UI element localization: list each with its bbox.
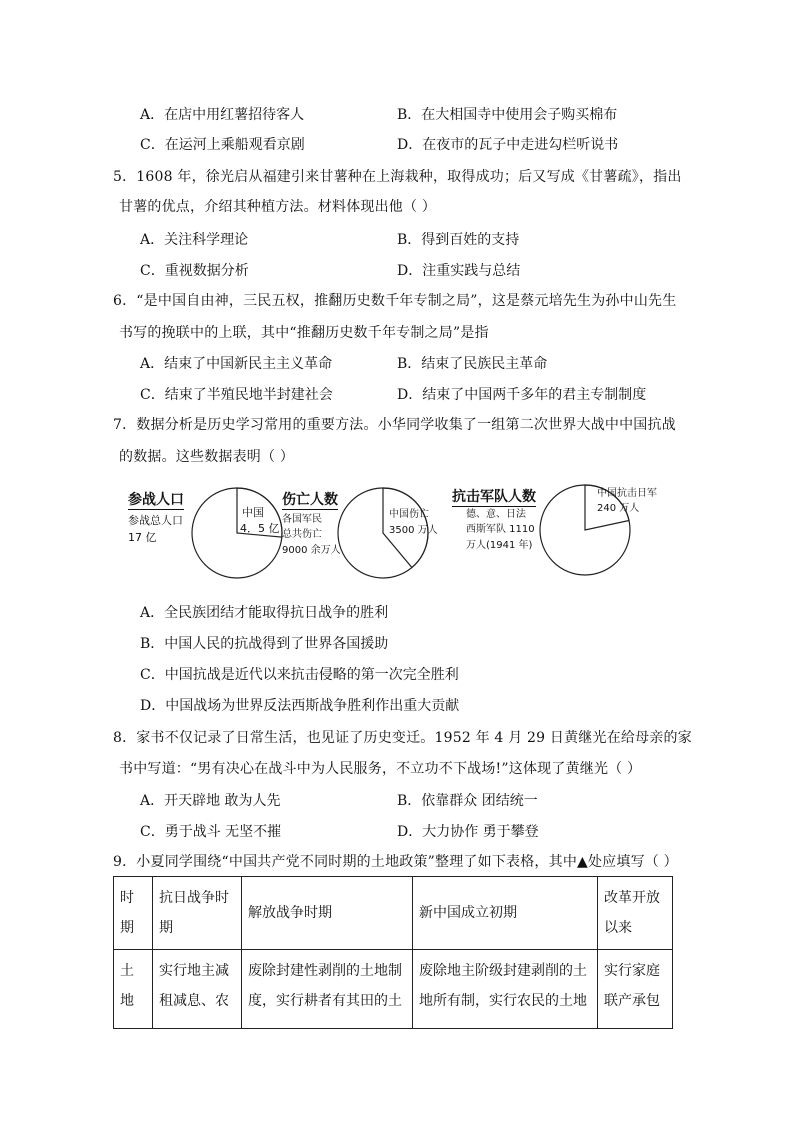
table-cell: 实行地主减租减息、农 xyxy=(153,950,242,1029)
q4-option-b: B．在大相国寺中使用会子购买棉布 xyxy=(397,107,618,123)
table-header-row xyxy=(114,877,673,950)
q8-option-c: C．勇于战斗 无坚不摧 xyxy=(140,824,282,840)
q8-stem-line1: 8．家书不仅记录了日常生活，也见证了历史变迁。1952 年 4 月 29 日黄继光在给母亲的家 xyxy=(113,730,692,746)
table-cell: 土地 xyxy=(114,950,153,1029)
q6-option-a: A．结束了中国新民主主义革命 xyxy=(140,356,333,372)
q5-stem-line2: 甘薯的优点，介绍其种植方法。材料体现出他（ ） xyxy=(119,199,437,215)
table-cell: 实行家庭联产承包 xyxy=(598,950,673,1029)
q8-option-d: D．大力协作 勇于攀登 xyxy=(397,824,539,840)
chart3-slice-label-line2: 240 万人 xyxy=(597,503,640,514)
q6-option-d: D．结束了中国两千多年的君主专制制度 xyxy=(397,387,647,403)
q5-option-a: A．关注科学理论 xyxy=(140,232,249,248)
q6-option-b: B．结束了民族民主革命 xyxy=(397,356,548,372)
table-header-cell: 改革开放以来 xyxy=(598,877,673,950)
chart1-slice-label-line2: 4．5 亿 xyxy=(240,522,280,535)
q6-option-c: C．结束了半殖民地半封建社会 xyxy=(140,387,333,403)
q5-option-c: C．重视数据分析 xyxy=(140,263,249,279)
chart3-title: 抗击军队人数 xyxy=(452,486,536,507)
q4-option-a: A．在店中用红薯招待客人 xyxy=(140,107,305,123)
q8-option-a: A．开天辟地 敢为人先 xyxy=(140,793,281,809)
q6-stem-line1: 6．“是中国自由神，三民五权，推翻历史数千年专制之局”，这是蔡元培先生为孙中山先生 xyxy=(113,293,677,309)
land-policy-table xyxy=(113,876,673,1029)
chart1-slice-label-line1: 中国 xyxy=(242,506,264,519)
table-header-cell: 抗日战争时期 xyxy=(153,877,242,950)
chart2-title: 伤亡人数 xyxy=(282,489,338,510)
chart2-total-line3: 9000 余万人 xyxy=(282,545,341,556)
chart3-slice-label-line1: 中国抗击日军 xyxy=(597,488,657,499)
q8-option-b: B．依靠群众 团结统一 xyxy=(397,793,538,809)
q7-option-b: B．中国人民的抗战得到了世界各国援助 xyxy=(140,636,389,652)
table-cell: 废除封建性剥削的土地制度，实行耕者有其田的土 xyxy=(242,950,413,1029)
chart2-slice-label-line2: 3500 万人 xyxy=(389,525,438,536)
chart1-total-line1: 参战总人口 xyxy=(128,514,183,527)
q7-option-c: C．中国抗战是近代以来抗击侵略的第一次完全胜利 xyxy=(140,667,459,683)
table-header-cell: 新中国成立初期 xyxy=(413,877,598,950)
q7-option-a: A．全民族团结才能取得抗日战争的胜利 xyxy=(140,605,389,621)
chart3-total-line1: 德、意、日法 xyxy=(466,509,526,520)
q9-stem-line1: 9．小夏同学围绕“中国共产党不同时期的土地政策”整理了如下表格，其中▲处应填写（ ） xyxy=(113,854,678,870)
chart2-total-line2: 总共伤亡 xyxy=(282,529,322,540)
chart2-slice-label-line1: 中国伤亡 xyxy=(389,509,429,520)
table-row xyxy=(114,950,673,1029)
chart3-total-line2: 西斯军队 1110 xyxy=(466,524,535,535)
q4-option-d: D．在夜市的瓦子中走进勾栏听说书 xyxy=(397,137,619,153)
q4-option-c: C．在运河上乘船观看京剧 xyxy=(140,137,305,153)
q5-option-b: B．得到百姓的支持 xyxy=(397,232,520,248)
chart1-total-line2: 17 亿 xyxy=(128,531,157,544)
q6-stem-line2: 书写的挽联中的上联，其中“推翻历史数千年专制之局”是指 xyxy=(119,325,489,341)
q5-option-d: D．注重实践与总结 xyxy=(397,263,521,279)
chart3-total-line3: 万人(1941 年) xyxy=(466,540,533,551)
q7-option-d: D．中国战场为世界反法西斯战争胜利作出重大贡献 xyxy=(140,698,460,714)
q5-stem-line1: 5．1608 年，徐光启从福建引来甘薯种在上海栽种，取得成功；后又写成《甘薯疏》，指出 xyxy=(113,169,682,185)
table-cell: 废除地主阶级封建剥削的土地所有制，实行农民的土地 xyxy=(413,950,598,1029)
q7-stem-line2: 的数据。这些数据表明（ ） xyxy=(119,449,295,465)
chart2-total-line1: 各国军民 xyxy=(282,514,322,525)
table-header-cell: 时期 xyxy=(114,877,153,950)
table-header-cell: 解放战争时期 xyxy=(242,877,413,950)
q7-stem-line1: 7．数据分析是历史学习常用的重要方法。小华同学收集了一组第二次世界大战中中国抗战 xyxy=(113,417,676,433)
chart1-title: 参战人口 xyxy=(128,489,184,510)
q8-stem-line2: 书中写道：“男有决心在战斗中为人民服务，不立功不下战场!”这体现了黄继光（ ） xyxy=(119,761,642,777)
